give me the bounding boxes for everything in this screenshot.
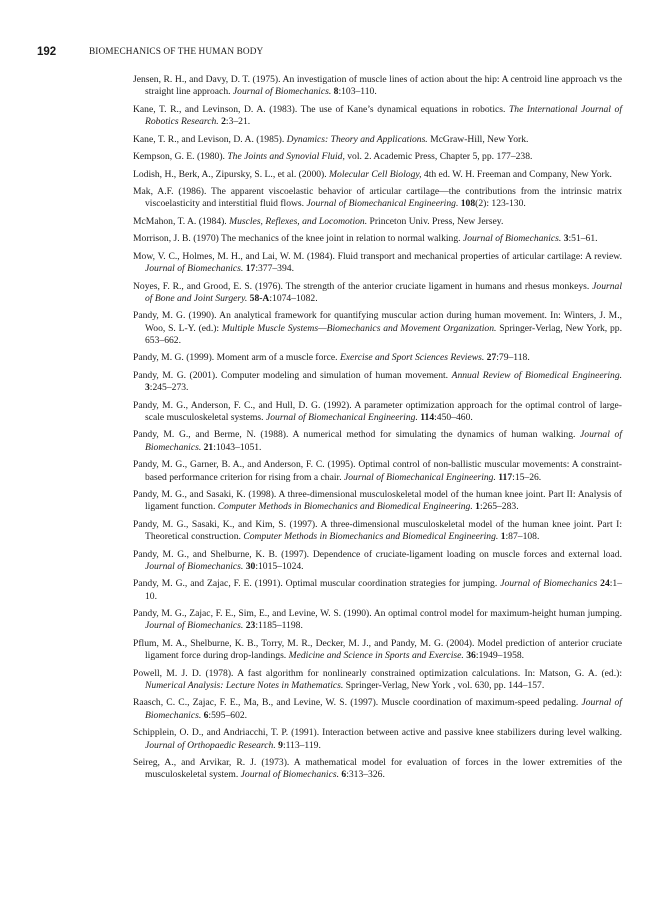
reference-source: Exercise and Sport Sciences Reviews. xyxy=(339,352,485,364)
reference-entry xyxy=(133,549,622,574)
reference-text: Powell, M. J. D. (1978). A fast algorithm for nonlinearly constrained optimization calculations. In: Matson, G. A. (ed.): xyxy=(133,667,622,679)
reference-source: Computer Methods in Biomechanics and Biomedical Engineering. xyxy=(217,501,473,513)
reference-text: Raasch, C. C., Zajac, F. E., Ma, B., and Levine, W. S. (1997). Muscle coordination of maximum-speed pedaling. xyxy=(133,697,582,709)
reference-entry xyxy=(133,352,622,364)
reference-text: McMahon, T. A. (1984). xyxy=(133,215,230,227)
reference-text: :113–119. xyxy=(282,739,321,751)
reference-text: Pandy, M. G., and Zajac, F. E. (1991). Optimal muscular coordination strategies for jumping. xyxy=(133,578,501,590)
reference-source: Computer Methods in Biomechanics and Biomedical Engineering. xyxy=(243,531,499,543)
reference-source: Medicine and Science in Sports and Exercise. xyxy=(288,650,464,662)
reference-text: (2): 123-130. xyxy=(475,198,526,210)
reference-volume: 2 xyxy=(221,116,226,128)
reference-entry xyxy=(133,489,622,514)
reference-text: :1949–1958. xyxy=(475,650,525,662)
reference-entry xyxy=(133,169,622,181)
reference-text: :1015–1024. xyxy=(255,560,304,572)
reference-text: Springer-Verlag, New York , vol. 630, pp. 144–157. xyxy=(343,680,545,691)
reference-text: Pandy, M. G., and Shelburne, K. B. (1997). Dependence of cruciate-ligament loading on muscle forces and external load. xyxy=(133,548,622,560)
reference-volume: 58-A xyxy=(249,292,270,304)
reference-text: :87–108. xyxy=(505,531,540,543)
reference-text: Schipplein, O. D., and Andriacchi, T. P. (1991). Interaction between active and passive knee stabilizers during level walking. xyxy=(133,727,622,739)
reference-volume: 27 xyxy=(486,352,497,364)
reference-text: Kempson, G. E. (1980). xyxy=(133,151,228,163)
reference-volume: 21 xyxy=(203,441,214,453)
reference-volume: 3 xyxy=(145,382,150,394)
reference-text: McGraw-Hill, New York. xyxy=(427,133,529,145)
reference-volume: 30 xyxy=(245,560,256,572)
reference-source: The Joints and Synovial Fluid, xyxy=(227,151,345,163)
reference-source: Journal of Biomechanics. xyxy=(145,697,622,721)
reference-text: Pflum, M. A., Shelburne, K. B., Torry, M. R., Decker, M. J., and Pandy, M. G. (2004). Model prediction of anterior cruciate ligament force during drop-landings. xyxy=(133,637,622,662)
running-title: BIOMECHANICS OF THE HUMAN BODY xyxy=(89,47,264,57)
reference-text: Noyes, F. R., and Grood, E. S. (1976). The strength of the anterior cruciate ligament in humans and rhesus monkeys. xyxy=(133,280,593,292)
reference-source: Journal of Biomechanics. xyxy=(145,620,244,632)
reference-text: :313–326. xyxy=(346,769,385,781)
reference-entry xyxy=(133,281,622,306)
reference-volume: 24 xyxy=(600,578,610,590)
reference-source: Journal of Biomechanics xyxy=(500,578,598,590)
reference-source: Journal of Biomechanics. xyxy=(145,429,622,453)
reference-text: Pandy, M. G., Anderson, F. C., and Hull, D. G. (1992). A parameter optimization approach for the optimal control of large-scale musculoskeletal systems. xyxy=(133,399,622,423)
page-number: 192 xyxy=(37,46,57,58)
reference-text: Seireg, A., and Arvikar, R. J. (1973). A mathematical model for evaluation of forces in the lower extremities of the musculoskeletal system. xyxy=(133,757,622,781)
reference-text: :79–118. xyxy=(496,352,530,364)
reference-source: Journal of Biomechanics. xyxy=(232,86,332,98)
reference-source: Dynamics: Theory and Applications. xyxy=(286,133,428,145)
reference-entry xyxy=(133,186,622,211)
reference-source: Journal of Biomechanics. xyxy=(145,560,244,572)
reference-entry xyxy=(133,216,622,228)
reference-source: Journal of Biomechanics. xyxy=(462,233,562,245)
reference-volume: 8 xyxy=(333,86,339,98)
reference-text: :3–21. xyxy=(225,116,251,128)
reference-entry xyxy=(133,74,622,99)
reference-text: :1074–1082. xyxy=(269,292,318,304)
reference-text: Pandy, M. G. (1999). Moment arm of a muscle force. xyxy=(133,352,340,364)
reference-entry xyxy=(133,668,622,693)
reference-source: Multiple Muscle Systems—Biomechanics and Movement Organization. xyxy=(221,322,497,334)
reference-source: Numerical Analysis: Lecture Notes in Mathematics. xyxy=(145,680,344,691)
reference-text: Kane, T. R., and Levinson, D. A. (1983). The use of Kane’s dynamical equations in robotics. xyxy=(133,103,509,115)
page-header xyxy=(37,46,637,60)
reference-source: Journal of Biomechanics. xyxy=(240,769,339,781)
reference-entry xyxy=(133,638,622,663)
reference-entry xyxy=(133,459,622,484)
reference-volume: 17 xyxy=(245,263,256,275)
reference-entry xyxy=(133,727,622,752)
reference-text: Jensen, R. H., and Davy, D. T. (1975). An investigation of muscle lines of action about the hip: A centroid line approach vs the straight line approach. xyxy=(133,74,622,98)
reference-text: Pandy, M. G., Sasaki, K., and Kim, S. (1997). A three-dimensional musculoskeletal model of the human knee joint. Part I: Theoretical construction. xyxy=(133,518,622,543)
reference-text: Pandy, M. G., Garner, B. A., and Anderson, F. C. (1995). Optimal control of non-ballistic muscular movements: A constraint-based performance criterion for rising from a chair. xyxy=(133,459,622,483)
reference-source: Muscles, Reflexes, and Locomotion. xyxy=(229,215,368,227)
reference-text: :595–602. xyxy=(208,709,248,721)
reference-text: :265–283. xyxy=(479,501,519,513)
reference-entry xyxy=(133,104,622,129)
reference-volume: 114 xyxy=(420,411,435,423)
reference-entry xyxy=(133,519,622,544)
reference-text: Pandy, M. G. (2001). Computer modeling and simulation of human movement. xyxy=(133,369,452,381)
reference-source: Journal of Orthopaedic Research. xyxy=(145,739,276,751)
reference-text: Pandy, M. G., Zajac, F. E., Sim, E., and Levine, W. S. (1990). An optimal control model for maximum-height human jumping. xyxy=(133,608,622,620)
reference-text: :1043–1051. xyxy=(213,441,262,453)
reference-volume: 9 xyxy=(278,739,283,751)
reference-entry xyxy=(133,134,622,146)
reference-text: :245–273. xyxy=(149,382,189,394)
reference-entry xyxy=(133,608,622,633)
reference-entry xyxy=(133,578,622,603)
reference-source: The International Journal of Robotics Research. xyxy=(145,103,622,128)
reference-text: Pandy, M. G. (1990). An analytical framework for quantifying muscular action during human movement. In: Winters, J. M., Woo, S. L-Y. (ed.): xyxy=(133,310,622,334)
reference-source: Journal of Biomechanical Engineering. xyxy=(344,471,496,483)
reference-source: Journal of Biomechanics. xyxy=(145,263,244,275)
reference-text: Pandy, M. G., and Berme, N. (1988). A numerical method for simulating the dynamics of human walking. xyxy=(133,429,581,441)
reference-source: Journal of Bone and Joint Surgery. xyxy=(145,280,622,304)
reference-entry xyxy=(133,697,622,722)
reference-text: Mak, A.F. (1986). The apparent viscoelastic behavior of articular cartilage—the contributions from the intrinsic matrix viscoelasticity and interstitial fluid flows. xyxy=(133,186,622,210)
reference-text: Princeton Univ. Press, New Jersey. xyxy=(367,215,504,227)
reference-entry xyxy=(133,429,622,454)
reference-volume: 117 xyxy=(498,471,513,483)
reference-volume: 36 xyxy=(466,650,476,662)
reference-text: Lodish, H., Berk, A., Zipursky, S. L., et al. (2000). xyxy=(133,168,330,180)
reference-entry xyxy=(133,757,622,782)
reference-entry xyxy=(133,151,622,163)
reference-text: Kane, T. R., and Levison, D. A. (1985). xyxy=(133,133,287,145)
reference-source: Molecular Cell Biology, xyxy=(329,168,422,180)
reference-entry xyxy=(133,233,622,245)
reference-text: :103–110. xyxy=(338,86,377,98)
reference-entry xyxy=(133,310,622,347)
reference-volume: 6 xyxy=(203,709,209,721)
reference-text: :1185–1198. xyxy=(255,620,303,632)
reference-volume: 23 xyxy=(245,620,256,632)
reference-source: Journal of Biomechanical Engineering. xyxy=(265,411,418,423)
reference-source: Annual Review of Biomedical Engineering. xyxy=(451,369,623,381)
reference-text: :15–26. xyxy=(512,471,542,483)
reference-text: Pandy, M. G., and Sasaki, K. (1998). A three-dimensional musculoskeletal model of the human knee joint. Part II: Analysis of ligament function. xyxy=(133,489,622,513)
reference-text: :377–394. xyxy=(255,263,294,275)
reference-volume: 1 xyxy=(500,531,506,543)
reference-volume: 3 xyxy=(563,233,569,245)
reference-list xyxy=(133,74,622,787)
reference-text: Morrison, J. B. (1970) The mechanics of the knee joint in relation to normal walking. xyxy=(133,233,463,245)
reference-volume: 1 xyxy=(475,501,480,513)
reference-entry xyxy=(133,400,622,425)
reference-entry xyxy=(133,370,622,395)
reference-text: vol. 2. Academic Press, Chapter 5, pp. 177–238. xyxy=(344,151,533,163)
reference-text: :1–10. xyxy=(145,578,622,602)
reference-entry xyxy=(133,251,622,276)
reference-volume: 108 xyxy=(460,198,476,210)
reference-text: :51–61. xyxy=(568,233,598,245)
reference-text: 4th ed. W. H. Freeman and Company, New York. xyxy=(421,168,612,180)
reference-text: :450–460. xyxy=(434,411,473,423)
reference-text: Mow, V. C., Holmes, M. H., and Lai, W. M. (1984). Fluid transport and mechanical properties of articular cartilage: A review. xyxy=(133,250,622,262)
reference-volume: 6 xyxy=(341,769,347,781)
reference-source: Journal of Biomechanical Engineering. xyxy=(306,198,459,210)
reference-text: Springer-Verlag, New York, pp. 653–662. xyxy=(145,322,623,346)
